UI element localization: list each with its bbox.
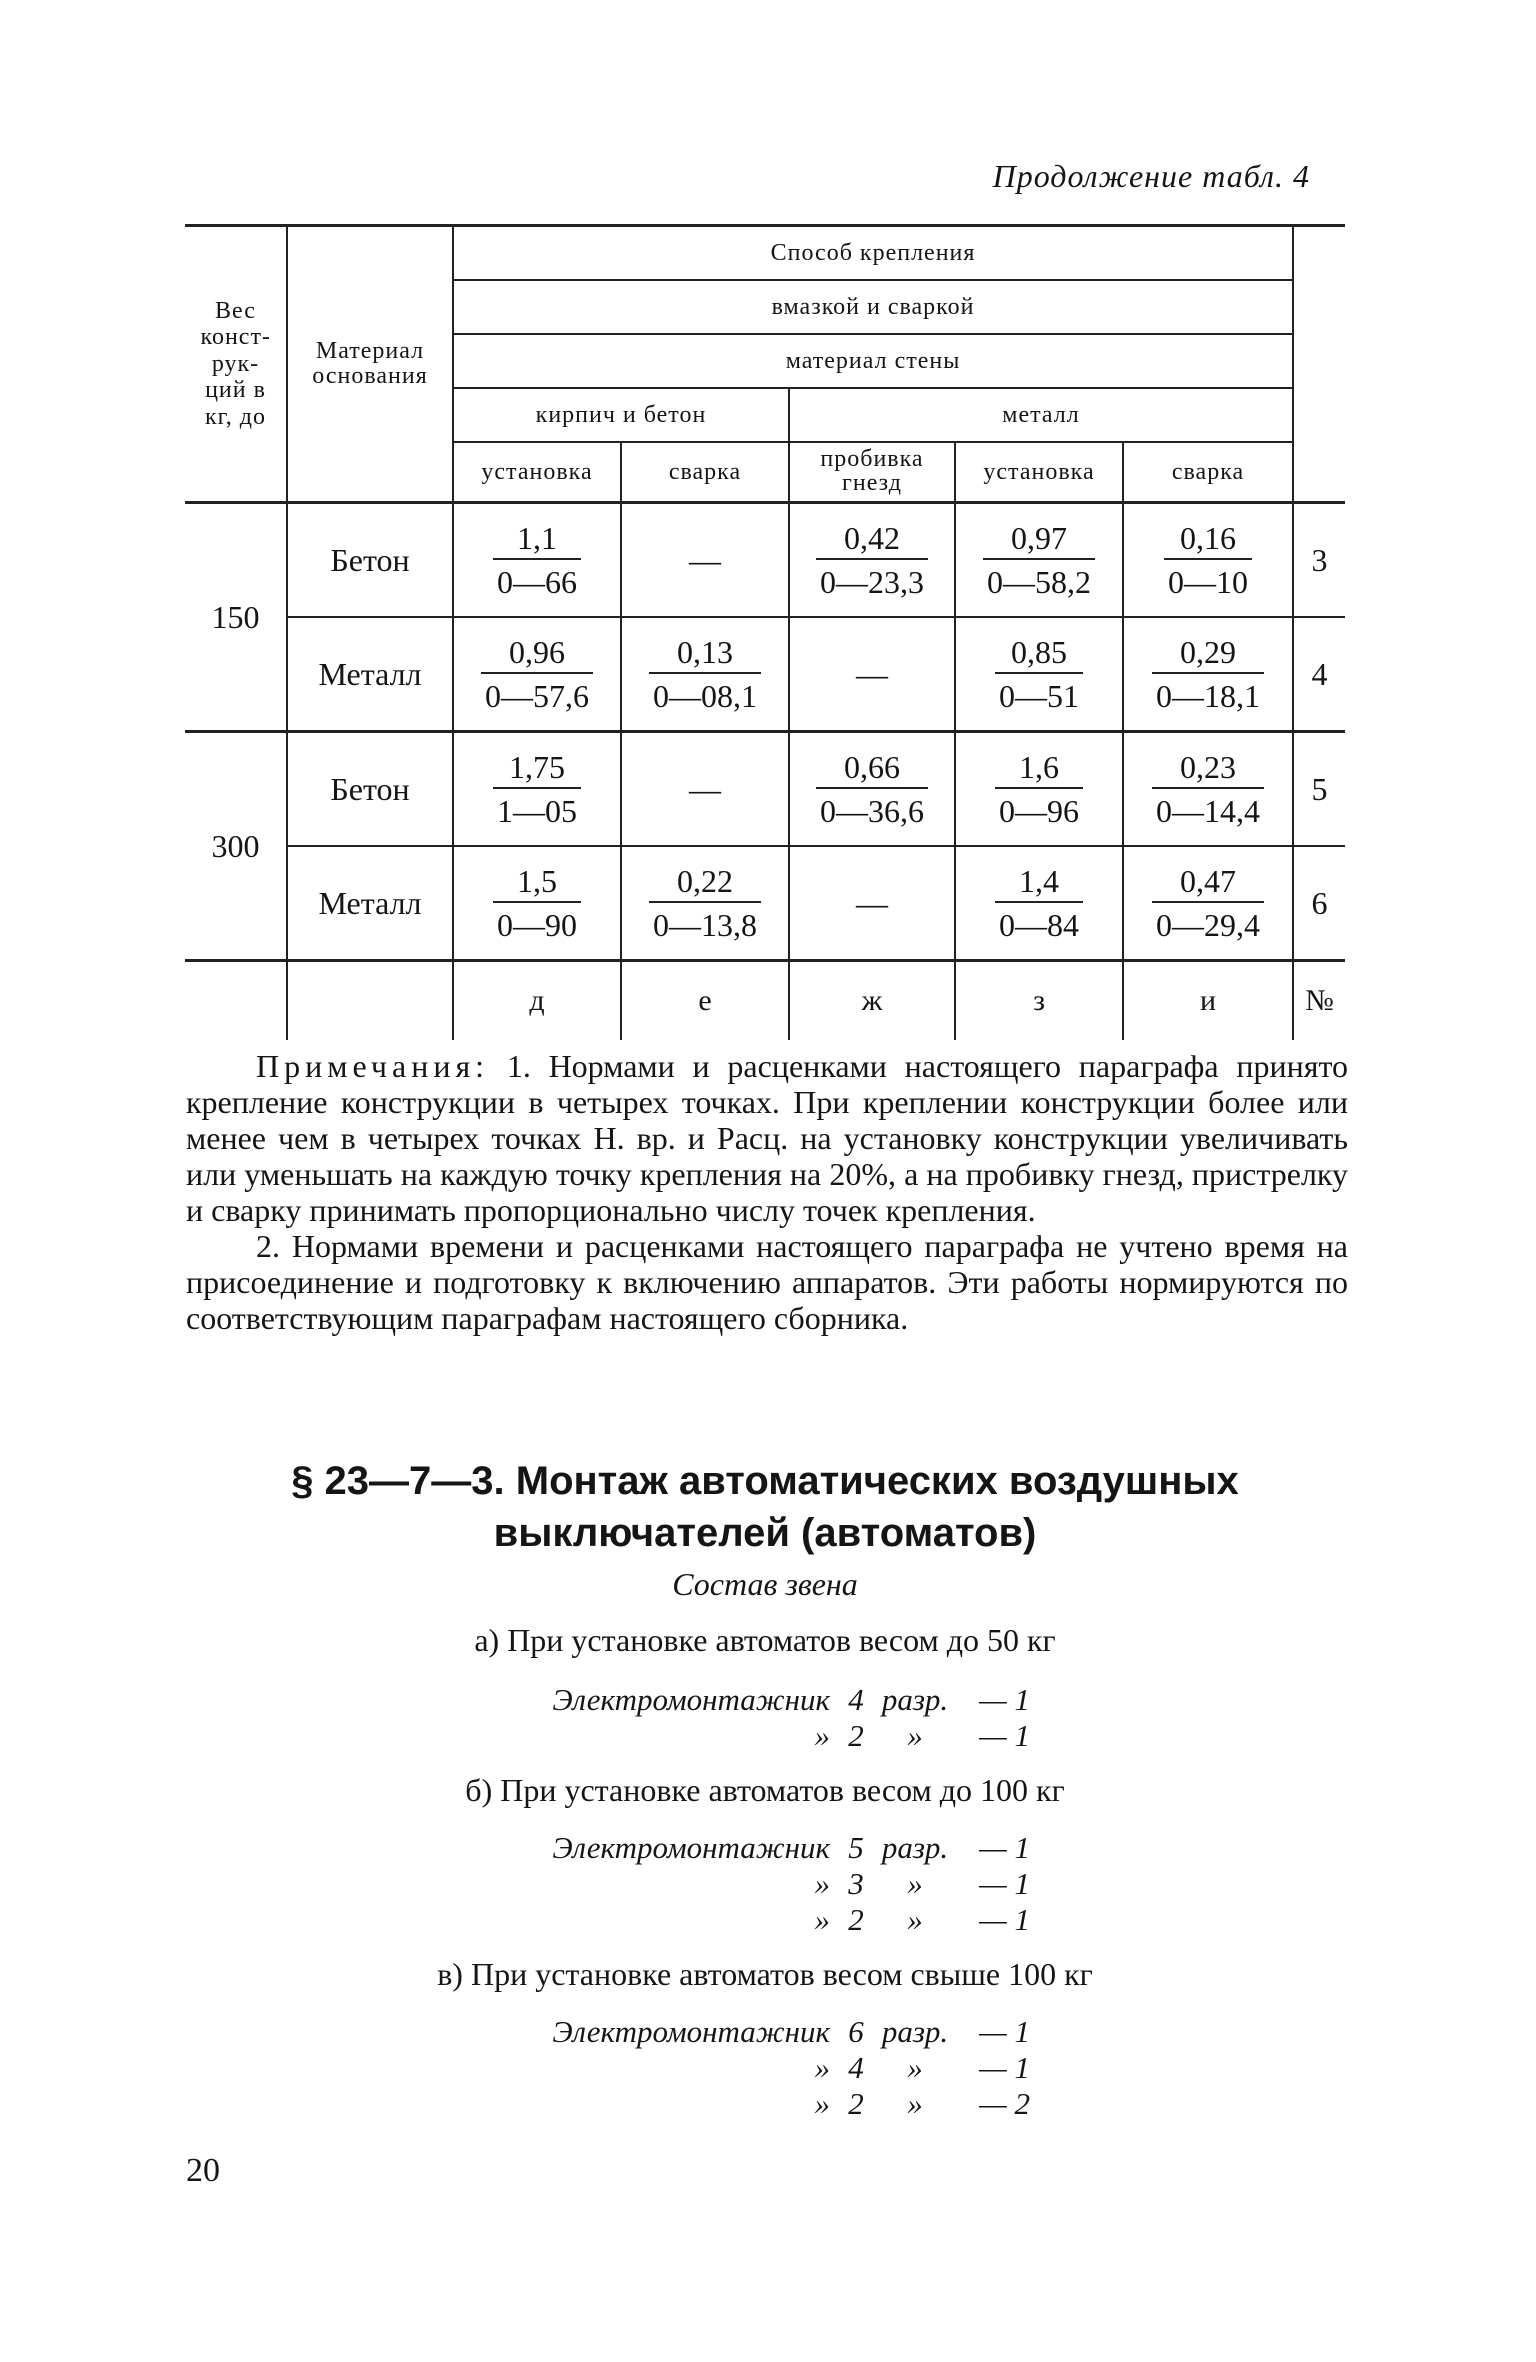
material-cell: Металл [287,617,453,732]
header-install: установка [453,442,621,503]
notes [186,1048,1348,1336]
fraction-denominator: 0—90 [493,901,581,945]
header-method-sub: вмазкой и сваркой [453,280,1293,334]
cell-i [1123,503,1293,618]
fraction-numerator: 0,29 [1180,634,1237,670]
fraction-denominator: 0—29,4 [1152,901,1264,945]
cell-d [453,617,621,732]
cell-i [1123,617,1293,732]
column-letter: и [1123,961,1293,1041]
cell-z [955,617,1123,732]
fraction-numerator: 1,4 [1019,863,1059,899]
fraction-numerator: 0,47 [1180,863,1237,899]
notes-label: Примечания: [256,1048,490,1084]
cell-e: — [621,732,789,847]
cell-d [453,846,621,961]
crew-group-heading: а) При установке автоматов весом до 50 кг [474,1622,1056,1658]
crew-group-lines [500,2014,1060,2122]
cell-i [1123,846,1293,961]
crew-group-lines [500,1830,1060,1938]
cell-zh: — [789,846,955,961]
crew-group-lines [500,1682,1060,1754]
header-weld-metal: сварка [1123,442,1293,503]
fraction-denominator: 0—13,8 [649,901,761,945]
crew-line [500,2050,1060,2086]
fraction [1152,747,1264,831]
crew-rank-word: » [907,2050,923,2085]
fraction-denominator: 0—96 [995,787,1083,831]
fraction-numerator: 0,16 [1180,520,1237,556]
header-method: Способ крепления [453,226,1293,281]
table-row [185,503,1345,618]
cell-zh [789,732,955,847]
cell-z [955,846,1123,961]
crew-rank-word: разр. [881,1830,949,1865]
crew-group-heading: в) При установке автоматов весом свыше 100 кг [437,1956,1093,1992]
fraction-numerator: 0,96 [509,634,565,670]
column-letter: з [955,961,1123,1041]
crew-profession: » [814,1718,830,1753]
cell-zh [789,503,955,618]
header-install-metal: установка [955,442,1123,503]
fraction [816,518,928,602]
fraction-denominator: 0—51 [995,672,1083,716]
fraction-numerator: 1,1 [517,520,557,556]
column-letter: д [453,961,621,1041]
cell-e: — [621,503,789,618]
crew-profession: Электромонтажник [552,1682,830,1717]
row-number: 6 [1293,846,1345,961]
crew-profession: » [814,1902,830,1937]
fraction-denominator: 0—14,4 [1152,787,1264,831]
fraction [995,861,1083,945]
fraction-numerator: 0,22 [677,863,733,899]
fraction [649,632,761,716]
crew-rank-word: » [907,2086,923,2121]
row-number: 3 [1293,503,1345,618]
crew-count: — 1 [979,1902,1030,1937]
fraction [995,632,1083,716]
cell-e [621,617,789,732]
cell-e [621,846,789,961]
norms-table [185,224,1345,1040]
note-1 [186,1048,1348,1228]
fraction-numerator: 0,97 [1011,520,1067,556]
crew-line [500,1902,1060,1938]
fraction-numerator: 0,13 [677,634,733,670]
crew-profession: » [814,2050,830,2085]
fraction-numerator: 1,75 [509,749,565,785]
material-cell: Бетон [287,732,453,847]
header-brick-concrete: кирпич и бетон [453,388,789,442]
fraction [649,861,761,945]
header-weld: сварка [621,442,789,503]
crew-count: — 1 [979,1830,1030,1865]
note-2: 2. Нормами времени и расценками настоящего параграфа не учтено время на присоединение и подготовку к включению аппаратов. Эти работы нормируются по соответствующим параграфам настоящего сборника. [186,1228,1348,1336]
fraction [1152,861,1264,945]
section-title-line-2: выключателей (автоматов) [493,1511,1037,1555]
crew-rank-word: » [907,1718,923,1753]
header-no-cell [1293,226,1345,503]
header-punch [789,442,955,503]
fraction [995,747,1083,831]
number-sign: № [1293,961,1345,1041]
fraction-numerator: 1,5 [517,863,557,899]
crew-group-heading: б) При установке автоматов весом до 100 кг [465,1772,1065,1808]
fraction-numerator: 0,42 [844,520,900,556]
crew-line [500,1718,1060,1754]
fraction-denominator: 0—10 [1164,558,1252,602]
column-letter: ж [789,961,955,1041]
header-material-label: Материал основания [312,337,428,389]
header-material [287,226,453,503]
crew-profession: Электромонтажник [552,2014,830,2049]
crew-composition-title: Состав звена [672,1566,858,1602]
crew-line [500,1830,1060,1866]
crew-count: — 1 [979,2050,1030,2085]
cell-z [955,503,1123,618]
crew-profession: » [814,2086,830,2121]
row-number: 5 [1293,732,1345,847]
crew-rank: 5 [848,1830,864,1865]
weight-cell: 300 [185,732,287,961]
crew-rank: 2 [848,1718,864,1753]
crew-rank: 2 [848,2086,864,2121]
weight-cell: 150 [185,503,287,732]
crew-count: — 1 [979,2014,1030,2049]
table-row [185,846,1345,961]
cell-d [453,732,621,847]
crew-line [500,1682,1060,1718]
crew-count: — 2 [979,2086,1030,2121]
cell-zh: — [789,617,955,732]
crew-rank: 3 [848,1866,864,1901]
fraction-numerator: 0,66 [844,749,900,785]
column-letters-row [185,961,1345,1041]
material-cell: Бетон [287,503,453,618]
note-1-text: 1. Нормами и расценками настоящего параграфа принято крепление конструкции в четырех точках. При креплении конструкции более или менее чем в четырех точках Н. вр. и Расц. на установку конструкции увеличивать или уменьшать на каждую точку крепления на 20%, а на пробивку гнезд, пристрелку и сварку принимать пропорционально числу точек крепления. [186,1048,1349,1228]
fraction [481,632,593,716]
page-number: 20 [186,2152,220,2189]
fraction [1152,632,1264,716]
crew-rank-word: разр. [881,2014,949,2049]
crew-rank: 4 [848,1682,864,1717]
table-row [185,732,1345,847]
fraction-denominator: 0—66 [493,558,581,602]
crew-line [500,2086,1060,2122]
fraction-numerator: 1,6 [1019,749,1059,785]
table-continuation-caption: Продолжение табл. 4 [992,158,1310,194]
crew-line [500,1866,1060,1902]
crew-profession: » [814,1866,830,1901]
cell-d [453,503,621,618]
crew-rank-word: разр. [881,1682,949,1717]
header-punch-label: пробивка гнезд [820,446,924,497]
crew-count: — 1 [979,1718,1030,1753]
crew-profession: Электромонтажник [552,1830,830,1865]
crew-line [500,2014,1060,2050]
fraction-denominator: 0—23,3 [816,558,928,602]
cell-i [1123,732,1293,847]
fraction-denominator: 0—18,1 [1152,672,1264,716]
cell-z [955,732,1123,847]
fraction-numerator: 0,85 [1011,634,1067,670]
crew-rank: 4 [848,2050,864,2085]
fraction [493,747,581,831]
header-metal: металл [789,388,1293,442]
material-cell: Металл [287,846,453,961]
crew-rank-word: » [907,1902,923,1937]
fraction-denominator: 0—36,6 [816,787,928,831]
fraction-denominator: 1—05 [493,787,581,831]
letter-empty [185,961,287,1041]
fraction-denominator: 0—08,1 [649,672,761,716]
letter-empty [287,961,453,1041]
crew-rank: 2 [848,1902,864,1937]
header-wall-material: материал стены [453,334,1293,388]
fraction-numerator: 0,23 [1180,749,1237,785]
fraction-denominator: 0—57,6 [481,672,593,716]
fraction-denominator: 0—84 [995,901,1083,945]
column-letter: е [621,961,789,1041]
fraction [493,518,581,602]
crew-rank: 6 [848,2014,864,2049]
header-weight-label: Вес конст- рук- ций в кг, до [200,298,271,430]
fraction [1164,518,1252,602]
crew-count: — 1 [979,1682,1030,1717]
section-title [190,1455,1340,1559]
fraction-denominator: 0—58,2 [983,558,1095,602]
crew-rank-word: » [907,1866,923,1901]
fraction [493,861,581,945]
section-title-line-1: § 23—7—3. Монтаж автоматических воздушных [291,1459,1239,1503]
header-weight [185,226,287,503]
crew-count: — 1 [979,1866,1030,1901]
fraction [816,747,928,831]
fraction [983,518,1095,602]
row-number: 4 [1293,617,1345,732]
table-row [185,617,1345,732]
